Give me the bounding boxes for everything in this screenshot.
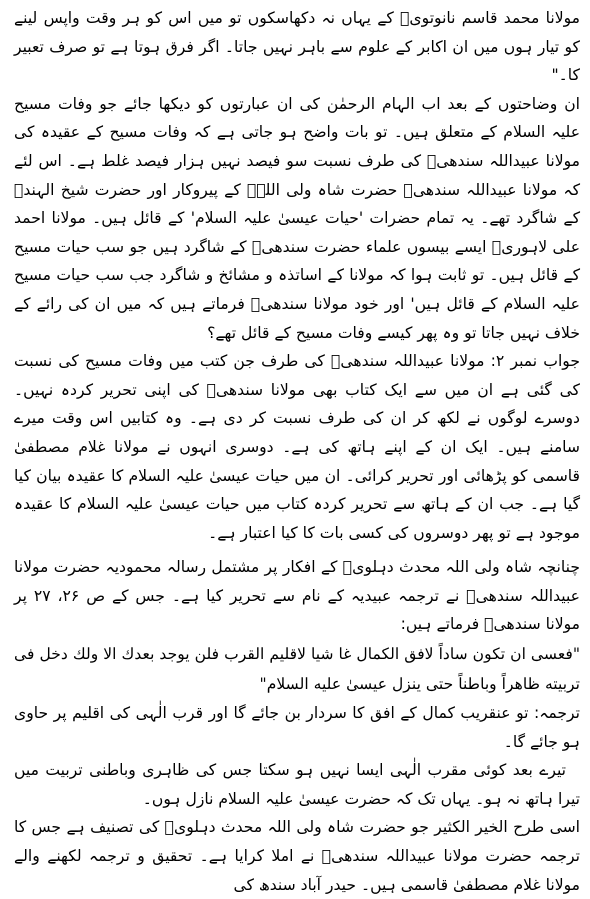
document-page — [14, 4, 580, 894]
paragraph-continuation: مولانا محمد قاسم نانوتویؒ کے یہاں نہ دکھاسکوں تو میں اس کو ہر وقت واپس لینے کو تیار ہوں میں ان اکابر کے علوم سے باہر نہیں جاتا۔ اگر فرق ہوتا ہے تو صرف تعبیر کا۔" — [14, 9, 580, 85]
translation-line-2: تیرے بعد کوئی مقرب الٰہی ایسا نہیں ہو سکتا جس کی ظاہری وباطنی تربیت میں تیرا ہاتھ نہ ہو۔ یہاں تک کہ حضرت عیسیٰ علیہ السلام نازل ہوں۔ — [14, 761, 580, 808]
arabic-quote: "فعسى ان تكون ساداً لافق الكمال غا شيا لاقليم القرب فلن يوجد بعدك الا ولك دخل فى تربيته ظاهراً وباطناً حتى ينزل عيسىٰ عليه السلام" — [14, 645, 580, 694]
paragraph-shah-waliullah: چنانچہ شاہ ولی اللہ محدث دہلویؒ کے افکار پر مشتمل رسالہ محمودیہ حضرت مولانا عبیداللہ سندھیؒ نے ترجمہ عبیدیہ کے نام سے تحریر کیا ہے۔ جس کے ص ۲۶، ۲۷ پر مولانا سندھیؒ فرماتے ہیں: — [14, 558, 580, 634]
paragraph-clarifications: ان وضاحتوں کے بعد اب الہام الرحمٰن کی ان عبارتوں کو دیکھا جائے جو وفات مسیح علیہ السلام کے متعلق ہیں۔ تو بات واضح ہو جاتی ہے کہ وفات مسیح کے عقیدہ کی مولانا عبیداللہ سندھیؒ کی طرف نسبت سو فیصد نہیں ہزار فیصد غلط ہے۔ اس لئے کہ مولانا عبیداللہ سندھیؒ حضرت شاہ ولی اللہؒ کے پیروکار اور حضرت شیخ الہندؒ کے شاگرد تھے۔ یہ تمام حضرات 'حیات عیسیٰ علیہ السلام' کے قائل ہیں۔ مولانا احمد علی لاہوریؒ ایسے بیسوں علماء حضرت سندھیؒ کے شاگرد ہیں جو سب حیات مسیح کے قائل ہیں۔ تو ثابت ہوا کہ مولانا کے اساتذہ و مشائخ و شاگرد جب سب حیات مسیح علیہ السلام کے قائل ہیں' اور خود مولانا سندھیؒ فرماتے ہیں کہ میں ان کی رائے کے خلاف نہیں جاتا تو وہ پھر کیسے وفات مسیح کے قائل تھے؟ — [14, 94, 580, 342]
paragraph-answer-two: جواب نمبر ۲: مولانا عبیداللہ سندھیؒ کی طرف جن کتب میں وفات مسیح کی نسبت کی گئی ہے ان میں سے ایک کتاب بھی مولانا سندھیؒ کی اپنی تحریر کردہ نہیں۔ دوسرے لوگوں نے لکھ کر ان کی طرف نسبت کر دی ہے۔ وہ کتابیں اس وقت میرے سامنے ہیں۔ ایک ان کے اپنے ہاتھ کی ہے۔ دوسری انہوں نے مولانا غلام مصطفیٰ قاسمی کو پڑھائی اور تحریر کرائی۔ ان میں حیات عیسیٰ علیہ السلام کا عقیدہ بیان کیا گیا ہے۔ جب ان کے ہاتھ سے تحریر کردہ کتاب میں حیات عیسیٰ علیہ السلام کا عقیدہ موجود ہے تو پھر دوسروں کی کسی بات کا کیا اعتبار ہے۔ — [14, 352, 580, 542]
translation-line-1: ترجمہ: تو عنقریب کمال کے افق کا سردار بن جائے گا اور قرب الٰہی کی اقلیم پر حاوی ہو جائے گا۔ — [14, 704, 580, 751]
paragraph-alkhair-alkaseer: اسی طرح الخیر الکثیر جو حضرت شاہ ولی اللہ محدث دہلویؒ کی تصنیف ہے جس کا ترجمہ حضرت مولانا عبیداللہ سندھیؒ نے املا کرایا ہے۔ تحقیق و ترجمہ لکھنے والے مولانا غلام مصطفیٰ قاسمی ہیں۔ حیدر آباد سندھ کی — [14, 818, 580, 894]
